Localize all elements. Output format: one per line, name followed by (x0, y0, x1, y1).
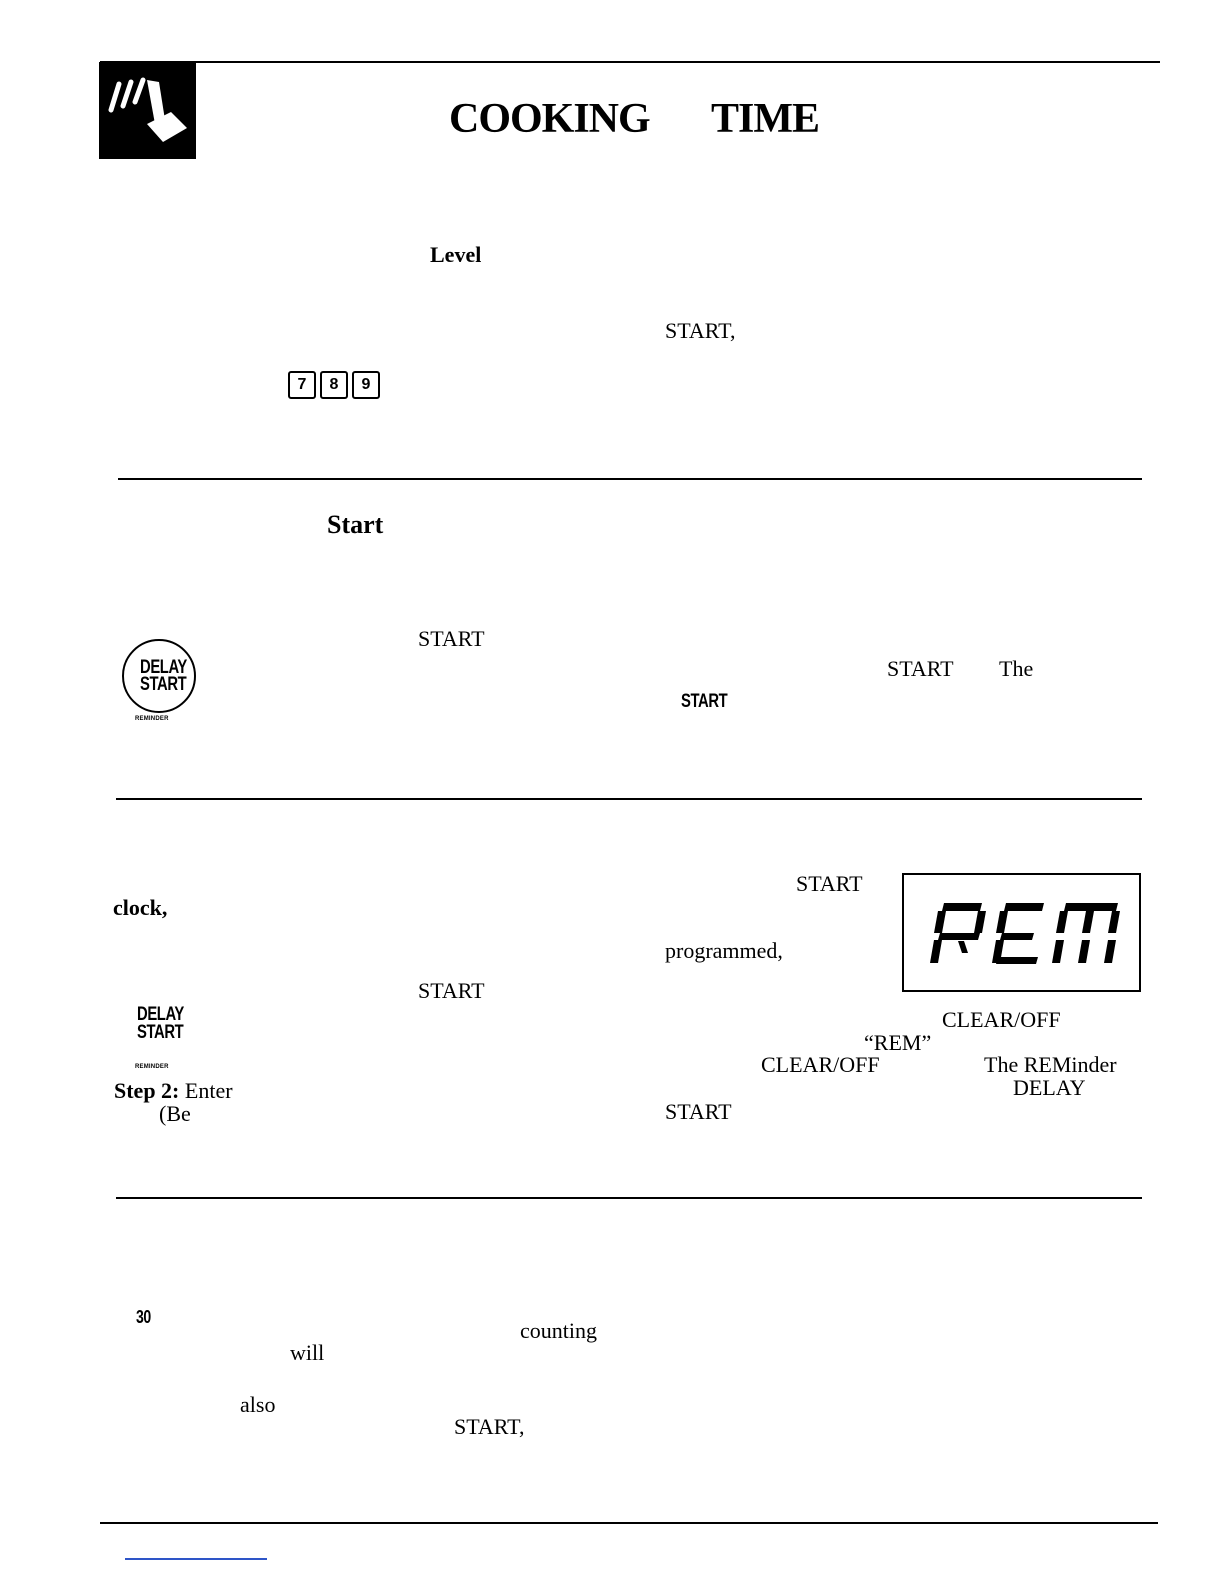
delay-start-button-icon (122, 639, 196, 713)
page-title-word-2: TIME (711, 96, 820, 142)
start-word-section2-a: START (418, 626, 485, 651)
key-9: 9 (352, 371, 380, 399)
section-divider-1 (118, 478, 1142, 480)
number-keypad (288, 371, 384, 399)
step2-line (114, 1080, 233, 1102)
start-word-section1: START, (665, 318, 736, 343)
delay-start-button-line2: START (140, 674, 187, 695)
key-8: 8 (320, 371, 348, 399)
rem-display-text (904, 875, 905, 876)
number-30: 30 (136, 1307, 151, 1327)
reminder-label-section3: REMINDER (135, 1064, 169, 1070)
delay-start-label-line2: START (137, 1022, 184, 1043)
section-divider-2 (116, 798, 1142, 800)
delay-start-button-line1: DELAY (140, 657, 187, 678)
also-word: also (240, 1392, 276, 1417)
page-title-word-1: COOKING (449, 96, 650, 142)
start-word-section3-bottom: START (665, 1099, 732, 1124)
reminder-label: REMINDER (135, 716, 169, 722)
delay-word: DELAY (1013, 1075, 1086, 1100)
programmed-word: programmed, (665, 938, 783, 963)
counting-word: counting (520, 1318, 597, 1343)
delay-start-label-line1: DELAY (137, 1004, 184, 1025)
be-text: (Be (159, 1101, 191, 1126)
start-word-section2-bold: START (681, 691, 728, 712)
hand-pressing-button-icon (99, 62, 196, 159)
start-word-section2-b: START (887, 656, 954, 681)
header-top-rule (100, 61, 1160, 63)
the-word: The (999, 656, 1034, 681)
rem-display-segments (904, 875, 1139, 990)
step2-text: Enter (184, 1078, 233, 1103)
will-word: will (290, 1340, 325, 1365)
start-word-section3-top: START (796, 871, 863, 896)
footer-link-underline[interactable] (125, 1558, 267, 1560)
clock-word: clock, (113, 895, 168, 920)
key-7: 7 (288, 371, 316, 399)
clear-off-word-1: CLEAR/OFF (942, 1007, 1061, 1032)
section2-heading-word: Start (327, 510, 384, 539)
step2-label: Step 2: (114, 1078, 180, 1103)
clear-off-word-2: CLEAR/OFF (761, 1052, 880, 1077)
rem-display-panel (902, 873, 1141, 992)
reminder-sentence: The REMinder (984, 1052, 1117, 1077)
section-divider-3 (116, 1197, 1142, 1199)
start-word-section3-mid: START (418, 978, 485, 1003)
rem-quote-word: “REM” (864, 1030, 932, 1055)
start-word-section4: START, (454, 1414, 525, 1439)
footer-rule (100, 1522, 1158, 1524)
level-word: Level (430, 242, 482, 267)
